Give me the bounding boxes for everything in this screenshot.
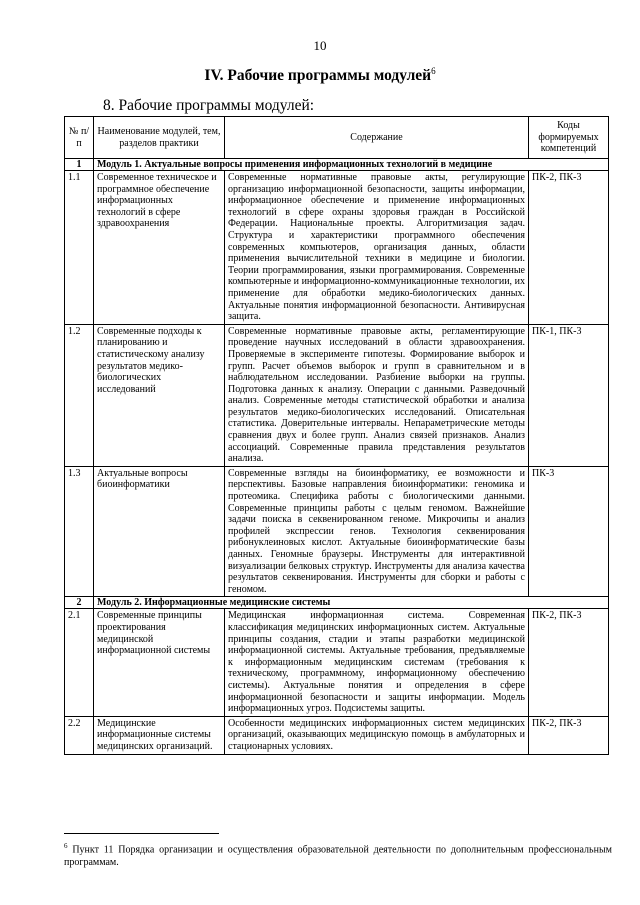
row-codes: ПК-1, ПК-3 <box>529 324 609 466</box>
row-name: Современные принципы проектирования медицинской информационной системы <box>94 609 225 716</box>
module-title: Модуль 2. Информационные медицинские системы <box>94 597 609 609</box>
table-header-row <box>65 117 609 159</box>
row-number: 1.2 <box>65 324 94 466</box>
row-content: Особенности медицинских информационных систем медицинских организаций, оказывающих медицинскую помощь в амбулаторных и стационарных условиях. <box>225 716 529 754</box>
row-number: 2.2 <box>65 716 94 754</box>
footnote-marker: 6 <box>64 842 68 850</box>
row-codes: ПК-2, ПК-3 <box>529 609 609 716</box>
module-row <box>65 159 609 171</box>
row-content: Медицинская информационная система. Современная классификация медицинских информационных систем. Актуальные принципы создания, стадии и этапы разработки медицинской информационной системы. Актуальные требования, предъявляемые к информационным медицинским системам (требования к техническому, программному, информационному обеспечению системы). Актуальные понятия и определения в сфере информационной безопасности и защиты информации. Модель информационных угроз. Подсистемы защиты. <box>225 609 529 716</box>
row-number: 2.1 <box>65 609 94 716</box>
row-content: Современные нормативные правовые акты, регулирующие организацию информационной безопасности, защиты информации, информационное обеспечение и применение информационных технологий в сфере охраны здоровья граждан в Российской Федерации. Национальные проекты. Алгоритмизация задач. Структура и характеристики программного обеспечения современных компьютеров, организация данных, области применения вычислительной техники в медицине и биологии. Теории программирования, языки программирования. Современные компьютерные и информационно-коммуникационные технологии, их применение для обработки медико-биологических данных. Актуальные понятия информационной безопасности. Антивирусная защита. <box>225 171 529 325</box>
footnote-text: Пункт 11 Порядка организации и осуществления образовательной деятельности по дополнительным профессиональным программам. <box>64 844 612 869</box>
row-name: Актуальные вопросы биоинформатики <box>94 466 225 597</box>
row-content: Современные нормативные правовые акты, регламентирующие проведение научных исследований в области здравоохранения. Проверяемые в эксперименте гипотезы. Формирование выборок и групп. Расчет объемов выборок и групп в сравнительном и в наблюдательном исследовании. Разбиение выборки на группы. Подготовка данных к анализу. Операции с данными. Разведочный анализ. Современные методы статистической обработки и анализа результатов медико-биологических исследований. Описательная статистика. Доверительные интервалы. Непараметрические методы сравнения двух и более групп. Анализ связей признаков. Анализ ассоциаций. Современные правила представления результатов анализа. <box>225 324 529 466</box>
module-title: Модуль 1. Актуальные вопросы применения информационных технологий в медицине <box>94 159 609 171</box>
table-row <box>65 466 609 597</box>
row-codes: ПК-3 <box>529 466 609 597</box>
footnote <box>64 840 612 869</box>
header-name: Наименование модулей, тем, разделов практики <box>94 117 225 159</box>
table-row <box>65 171 609 325</box>
row-name: Современное техническое и программное обеспечение информационных технологий в сфере здравоохранения <box>94 171 225 325</box>
module-number: 1 <box>65 159 94 171</box>
footnote-divider <box>64 833 219 834</box>
row-number: 1.1 <box>65 171 94 325</box>
page-number: 10 <box>313 38 327 53</box>
header-num: № п/п <box>65 117 94 159</box>
header-content: Содержание <box>225 117 529 159</box>
row-number: 1.3 <box>65 466 94 597</box>
table-row <box>65 716 609 754</box>
row-name: Современные подходы к планированию и статистическому анализу результатов медико-биологических исследований <box>94 324 225 466</box>
footnote-reference: 6 <box>431 66 436 76</box>
subsection-title: 8. Рабочие программы модулей: <box>103 97 315 114</box>
table-row <box>65 324 609 466</box>
section-title <box>0 66 640 85</box>
section-title-text: IV. Рабочие программы модулей <box>204 67 432 85</box>
row-codes: ПК-2, ПК-3 <box>529 716 609 754</box>
row-name: Медицинские информационные системы медицинских организаций. <box>94 716 225 754</box>
module-number: 2 <box>65 597 94 609</box>
module-row <box>65 597 609 609</box>
table-row <box>65 609 609 716</box>
modules-table <box>64 116 609 755</box>
row-content: Современные взгляды на биоинформатику, ее возможности и перспективы. Базовые направления биоинформатики: геномика и протеомика. Специфика работы с биологическими данными. Современные принципы работы с целым геномом. Важнейшие задачи поиска в секвенированном геноме. Микрочипы и анализ профилей экспрессии генов. Технология секвенирования рибонуклеиновых кислот. Актуальные биоинформатические базы данных. Геномные браузеры. Инструменты для интерактивной визуализации белковых структур. Инструменты для анализа качества результатов секвенирования. Инструменты для сборки и работы с геномом. <box>225 466 529 597</box>
row-codes: ПК-2, ПК-3 <box>529 171 609 325</box>
header-codes: Коды формируемых компетенций <box>529 117 609 159</box>
